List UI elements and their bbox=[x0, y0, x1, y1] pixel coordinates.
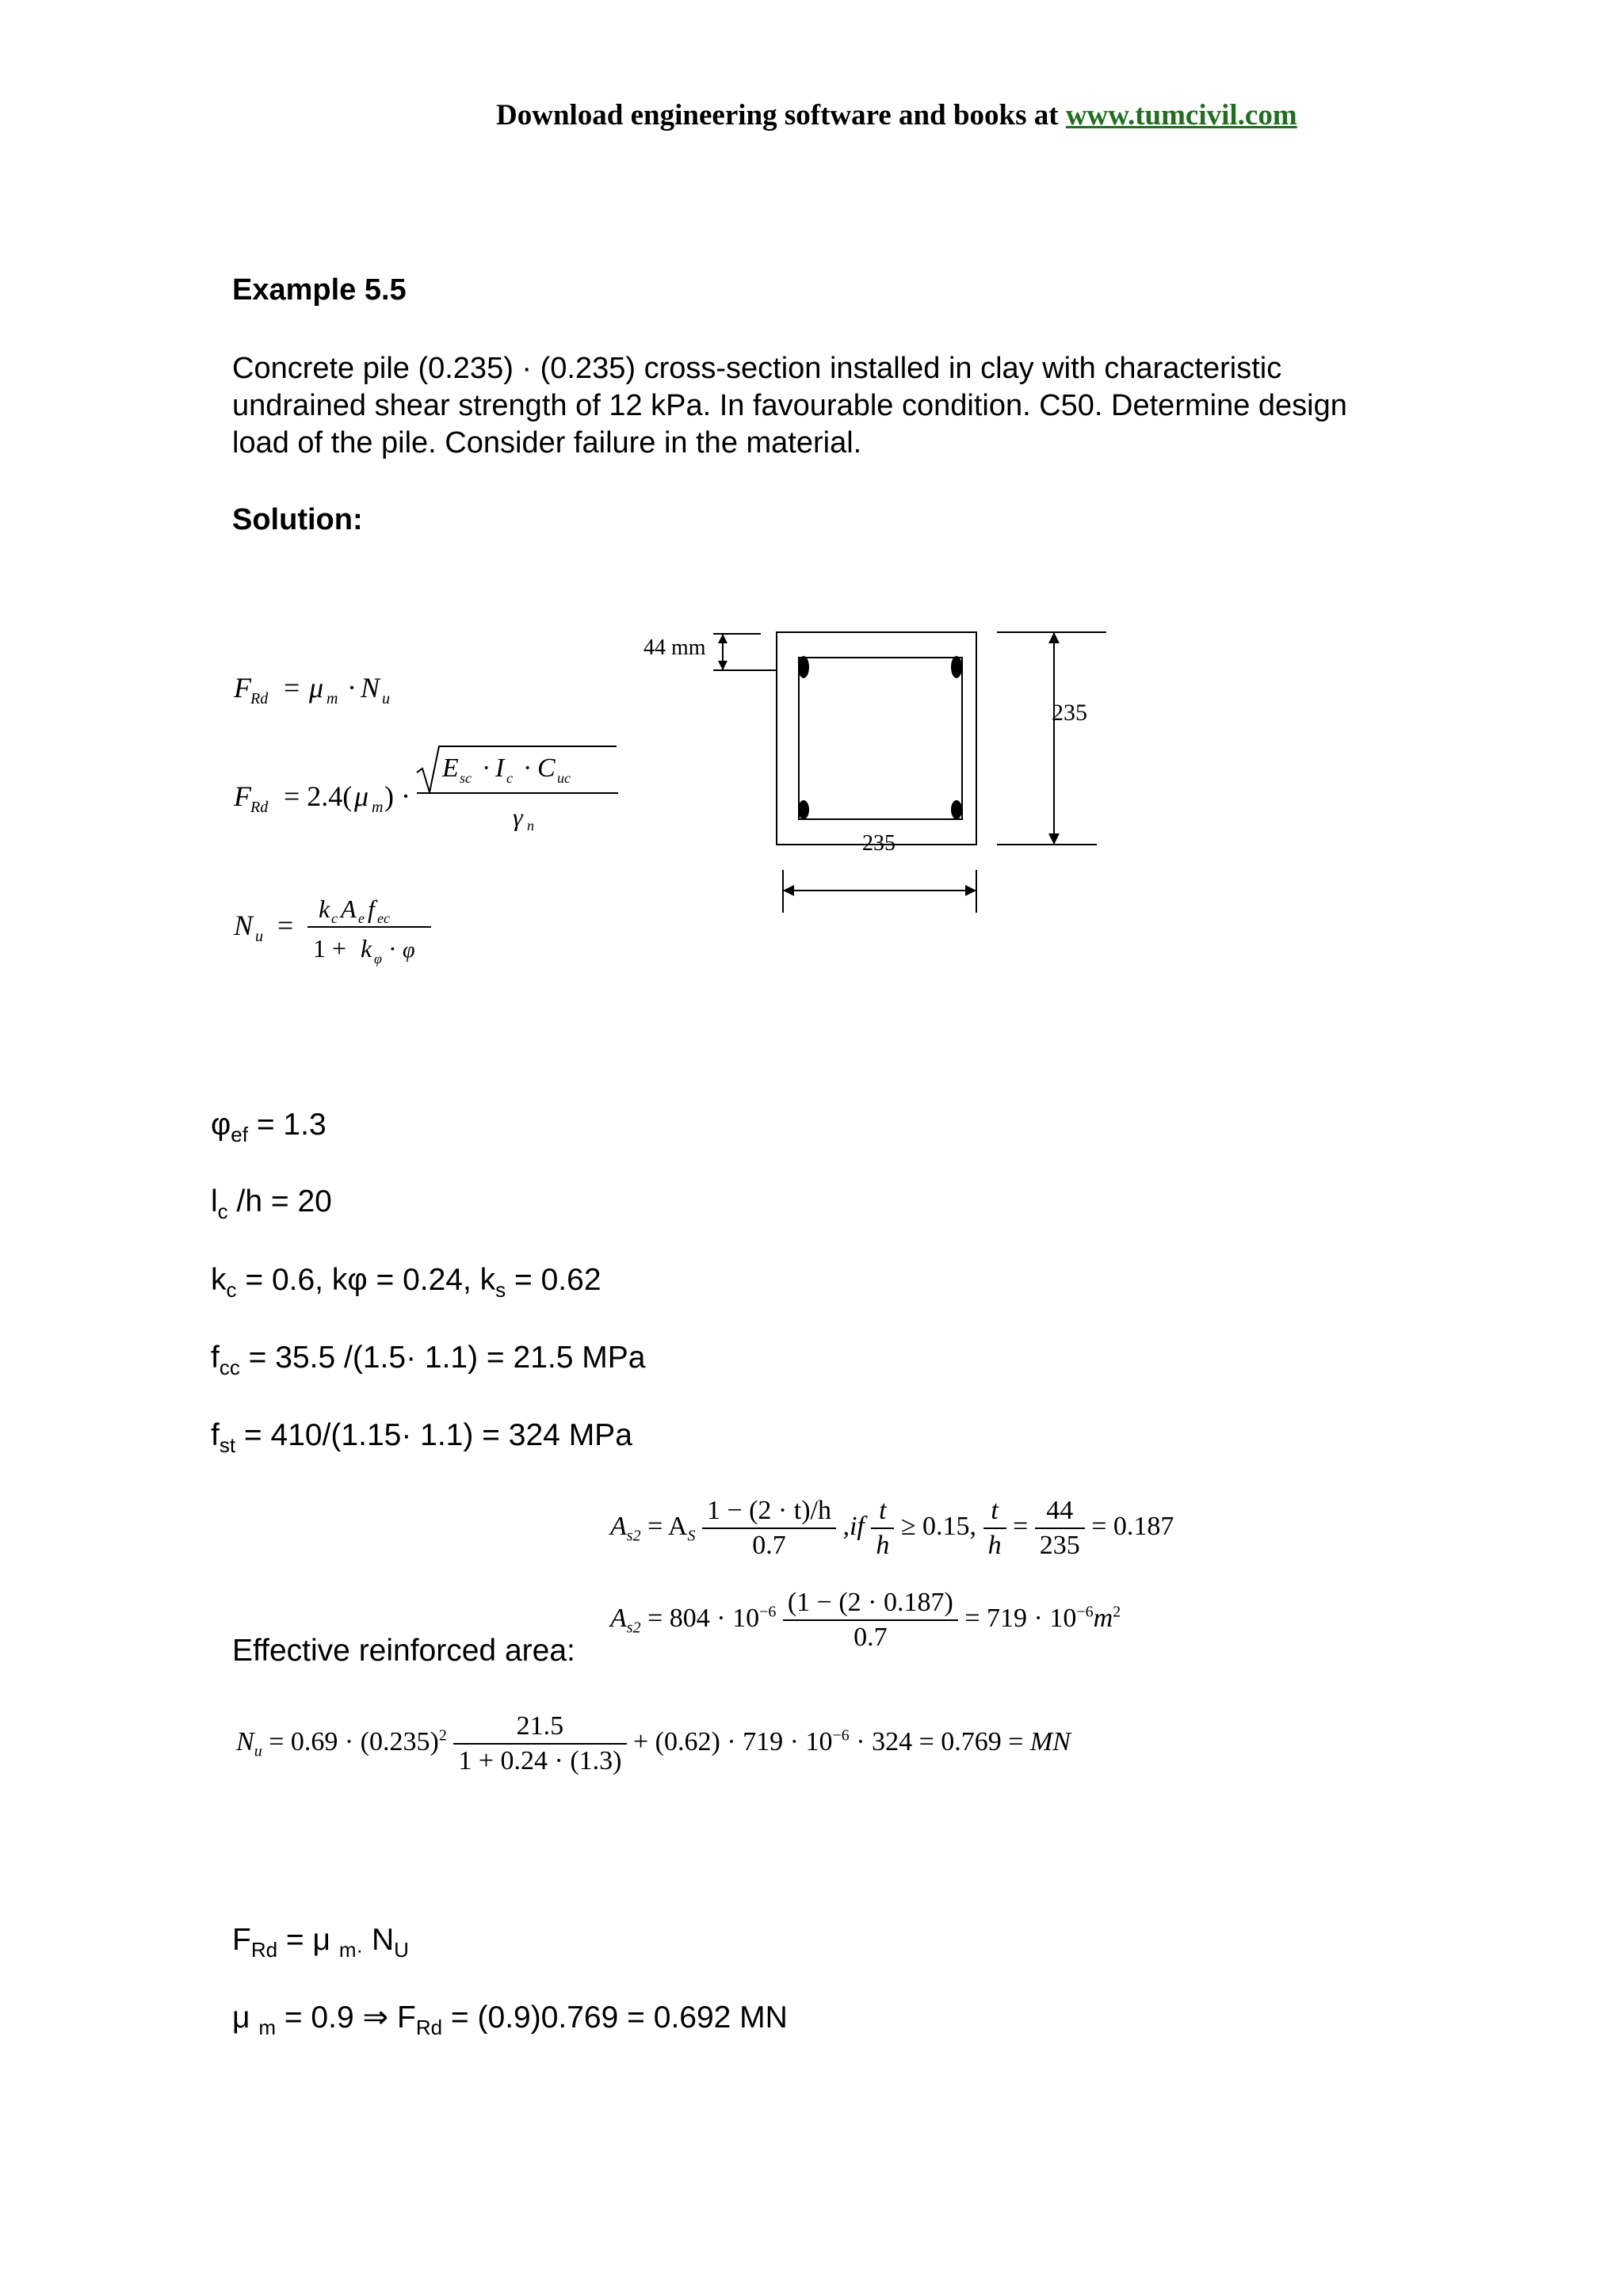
svg-text:k: k bbox=[319, 894, 330, 923]
lc-h-line: $l_c$ /h = 20 bbox=[211, 1184, 332, 1223]
svg-text:u: u bbox=[255, 928, 263, 945]
pile-section bbox=[777, 632, 976, 845]
height-label: 235 bbox=[1052, 700, 1087, 726]
svg-text:Rd: Rd bbox=[250, 799, 269, 816]
svg-text:μ: μ bbox=[354, 780, 369, 812]
width-label: 235 bbox=[862, 831, 896, 856]
svg-text:f: f bbox=[368, 894, 375, 923]
svg-text:γ: γ bbox=[513, 803, 523, 831]
svg-text:·: · bbox=[347, 672, 357, 704]
svg-text:=: = bbox=[284, 672, 300, 704]
svg-text:F: F bbox=[234, 780, 251, 812]
frd-line: $F_{Rd} = \mu$ $_{m\cdot}$ $N_U$ bbox=[232, 1923, 409, 1962]
formula-frd-mu-nu bbox=[233, 672, 390, 707]
rebar bbox=[798, 656, 809, 678]
svg-text:m: m bbox=[372, 799, 384, 816]
svg-text:·: · bbox=[523, 753, 533, 783]
svg-text:A: A bbox=[341, 894, 357, 923]
svg-text:c: c bbox=[331, 910, 338, 926]
svg-text:sc: sc bbox=[460, 770, 472, 786]
nu-calculation: $N_u = 0.69 \cdot (0.235)^2$ $\frac{21.5}{1 + 0.24 \cdot (1.3)}$ + $(0.62) \cdot 719 \cdot 10^{-6} \cdot 324 = 0.769$ = MN bbox=[236, 1711, 1071, 1775]
svg-text:Rd: Rd bbox=[250, 690, 269, 707]
svg-text:φ: φ bbox=[374, 951, 382, 967]
as2-formula: $A_{s2} = A_S$ $\frac{1 - (2 \cdot t)/h}{0.7}$ ,if $\frac{t}{h}$ ≥ 0.15, $\frac{t}{h}$ = $\frac{44}{235}$ = 0.187 bbox=[610, 1496, 1174, 1560]
svg-text:C: C bbox=[537, 753, 556, 783]
svg-text:φ: φ bbox=[403, 938, 415, 963]
rebar bbox=[951, 656, 962, 678]
solution-heading: Solution: bbox=[232, 503, 363, 536]
as2-value: $A_{s2} = 804 \cdot 10^{-6}$ $\frac{(1 - (2 \cdot 0.187)}{0.7}$ = $719 \cdot 10^{-6}m^2$ bbox=[610, 1588, 1121, 1652]
phi-ef-line: $\varphi_{ef} = 1.3$ bbox=[211, 1108, 327, 1146]
k-factors-line: $k_c = 0.6$, kφ = 0.24, $k_s = 0.62$ bbox=[211, 1263, 601, 1302]
mu-result-line: μ $_m$ = 0.9 ⇒ $F_{Rd} = (0.9)0.769 = 0.692$ MN bbox=[232, 2000, 788, 2039]
width-dimension bbox=[783, 831, 976, 913]
svg-text:uc: uc bbox=[557, 770, 571, 786]
svg-text:u: u bbox=[382, 690, 390, 707]
formula-nu-general bbox=[233, 894, 431, 967]
page-header bbox=[496, 98, 1297, 132]
example-title: Example 5.5 bbox=[232, 273, 407, 307]
svg-text:·: · bbox=[482, 753, 491, 783]
fst-line: $f_{st} = 410/(1.15\cdot 1.1) = 324$ MPa bbox=[211, 1418, 632, 1457]
rebar bbox=[951, 800, 962, 819]
svg-text:= 2.4(: = 2.4( bbox=[284, 780, 353, 812]
svg-text:E: E bbox=[442, 753, 459, 783]
formula-frd-soil bbox=[233, 746, 618, 833]
problem-statement: Concrete pile (0.235) · (0.235) cross-section installed in clay with characteristic undrained shear strength of 12 kPa. In favourable condition. C50. Determine design load of the pile. Consider failure in the material. bbox=[232, 352, 1347, 460]
svg-text:k: k bbox=[361, 934, 372, 963]
svg-text:n: n bbox=[527, 818, 534, 833]
design-formulas bbox=[230, 618, 674, 982]
header-link[interactable]: www.tumcivil.com bbox=[1065, 99, 1297, 132]
cover-label: 44 mm bbox=[643, 635, 706, 660]
svg-text:μ: μ bbox=[309, 672, 324, 704]
svg-text:F: F bbox=[234, 672, 251, 704]
svg-text:m: m bbox=[327, 690, 338, 707]
svg-text:N: N bbox=[234, 910, 254, 941]
fcc-line: $f_{cc} = 35.5$ /(1.5· 1.1) = 21.5 MPa bbox=[211, 1341, 646, 1379]
svg-text:c: c bbox=[506, 770, 513, 786]
effective-area-label: Effective reinforced area: bbox=[232, 1634, 575, 1668]
rebar bbox=[798, 800, 809, 819]
svg-text:·: · bbox=[388, 934, 397, 963]
cover-dimension bbox=[643, 634, 777, 670]
header-text: Download engineering software and books at bbox=[496, 99, 1066, 132]
svg-text:N: N bbox=[361, 672, 380, 704]
svg-text:=: = bbox=[277, 910, 294, 941]
svg-text:) ·: ) · bbox=[384, 780, 411, 812]
svg-text:ec: ec bbox=[377, 910, 390, 926]
svg-text:I: I bbox=[495, 753, 505, 783]
svg-text:1 +: 1 + bbox=[313, 934, 347, 963]
height-dimension bbox=[997, 632, 1106, 845]
svg-text:e: e bbox=[358, 910, 365, 926]
pile-cross-section-diagram bbox=[634, 618, 1125, 927]
